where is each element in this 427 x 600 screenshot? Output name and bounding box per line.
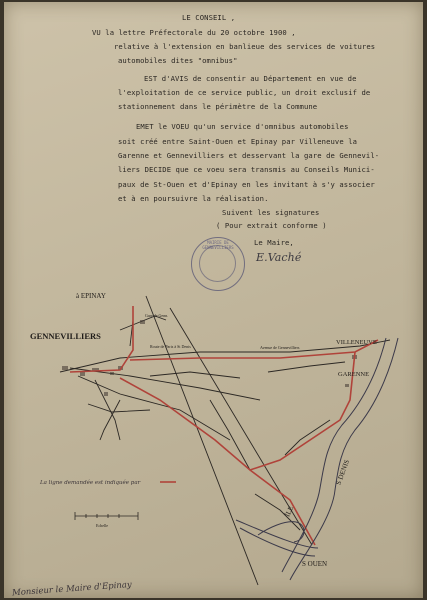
map-legend	[39, 479, 176, 486]
label-epinay: à EPINAY	[76, 292, 106, 300]
label-gennevilliers: GENNEVILLIERS	[30, 331, 101, 341]
scale-bar	[75, 512, 138, 520]
council-heading: LE CONSEIL ,	[182, 13, 236, 22]
text-line-8: soit créé entre Saint-Ouen et Epinay par Villeneuve la	[118, 137, 358, 146]
mayor-signature: E.Vaché	[256, 251, 302, 264]
signatures-note: Suivent les signatures	[222, 208, 320, 217]
label-gare: Gare de Genn.	[145, 313, 169, 318]
text-line-12: et à en poursuivre la réalisation.	[118, 194, 269, 203]
extract-note: ( Pour extrait conforme )	[216, 221, 327, 230]
text-line-9: Garenne et Gennevilliers et desservant la gare de Gennevil-	[118, 151, 380, 160]
text-line-2: relative à l'extension en banlieue des services de voitures	[114, 42, 376, 51]
text-line-6: stationnement dans le périmètre de la Commune	[118, 102, 318, 111]
text-line-10: liers DECIDE que ce voeu sera transmis au Conseils Munici-	[118, 165, 375, 174]
text-line-4: EST d'AVIS de consentir au Département en vue de	[144, 74, 357, 83]
label-st-ouen: S OUEN	[302, 560, 328, 568]
label-ile: ÎLE	[283, 504, 296, 519]
handwritten-note: Monsieur le Maire d'Epinay	[11, 579, 133, 599]
label-villeneuve: VILLENEUVE	[336, 339, 377, 346]
label-route: Route de Paris à St Denis	[150, 344, 191, 349]
mayor-label: Le Maire,	[254, 238, 294, 247]
label-st-denis: S DENIS	[334, 458, 352, 487]
text-line-1: VU la lettre Préfectorale du 20 octobre 1900 ,	[92, 28, 296, 37]
legend-text: La ligne demandée est indiquée par	[40, 480, 141, 486]
stamp-text: MAIRIE DE GENNEVILLIERS	[202, 240, 234, 250]
scale-label: Echelle	[96, 523, 108, 528]
text-line-3: automobiles dites "omnibus"	[118, 56, 238, 65]
text-line-7: EMET le VOEU qu'un service d'omnibus automobiles	[136, 122, 349, 131]
label-garenne: GARENNE	[338, 371, 370, 378]
text-line-5: l'exploitation de ce service public, un droit exclusif de	[118, 88, 371, 97]
label-avenue: Avenue de Gennevilliers	[260, 345, 300, 350]
text-line-11: paux de St-Ouen et d'Epinay en les invitant à s'y associer	[118, 180, 375, 189]
